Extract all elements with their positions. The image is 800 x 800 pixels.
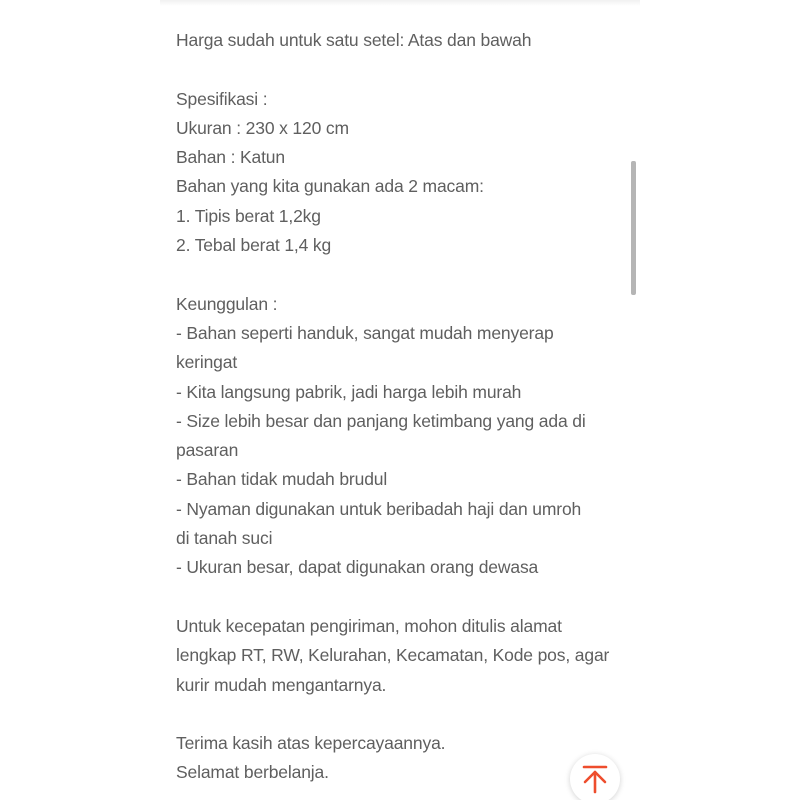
description-line: - Bahan seperti handuk, sangat mudah menyerap <box>176 322 554 343</box>
description-line: Ukuran : 230 x 120 cm <box>176 117 349 138</box>
description-line: di tanah suci <box>176 528 273 549</box>
description-line: - Bahan tidak mudah brudul <box>176 469 388 490</box>
description-line: Selamat berbelanja. <box>176 762 329 783</box>
description-line: Untuk kecepatan pengiriman, mohon ditulis alamat <box>176 615 562 636</box>
description-line: 1. Tipis berat 1,2kg <box>176 205 321 226</box>
scrollbar-thumb[interactable] <box>631 161 636 295</box>
blank-line <box>176 700 628 729</box>
description-line: Terima kasih atas kepercayaannya. <box>176 733 446 754</box>
description-line: - Ukuran besar, dapat digunakan orang dewasa <box>176 557 539 578</box>
product-description <box>176 26 628 788</box>
description-line: Keunggulan : <box>176 293 278 314</box>
description-line: kurir mudah mengantarnya. <box>176 674 387 695</box>
description-line: Harga sudah untuk satu setel: Atas dan bawah <box>176 30 532 50</box>
scroll-to-top-button[interactable] <box>570 754 620 800</box>
blank-line <box>176 583 628 612</box>
description-line: - Size lebih besar dan panjang ketimbang yang ada di <box>176 410 586 431</box>
description-line: lengkap RT, RW, Kelurahan, Kecamatan, Kode pos, agar <box>176 645 610 666</box>
description-line: - Kita langsung pabrik, jadi harga lebih murah <box>176 381 522 402</box>
blank-line <box>176 55 628 84</box>
description-line: pasaran <box>176 440 239 461</box>
description-line: Bahan yang kita gunakan ada 2 macam: <box>176 176 484 197</box>
description-line: 2. Tebal berat 1,4 kg <box>176 235 332 256</box>
top-edge-shadow <box>160 0 640 6</box>
blank-line <box>176 260 628 289</box>
description-line: - Nyaman digunakan untuk beribadah haji dan umroh <box>176 498 582 519</box>
description-line: Bahan : Katun <box>176 147 285 168</box>
description-line: keringat <box>176 352 238 373</box>
description-line: Spesifikasi : <box>176 88 268 109</box>
arrow-up-to-top-icon <box>581 764 609 794</box>
